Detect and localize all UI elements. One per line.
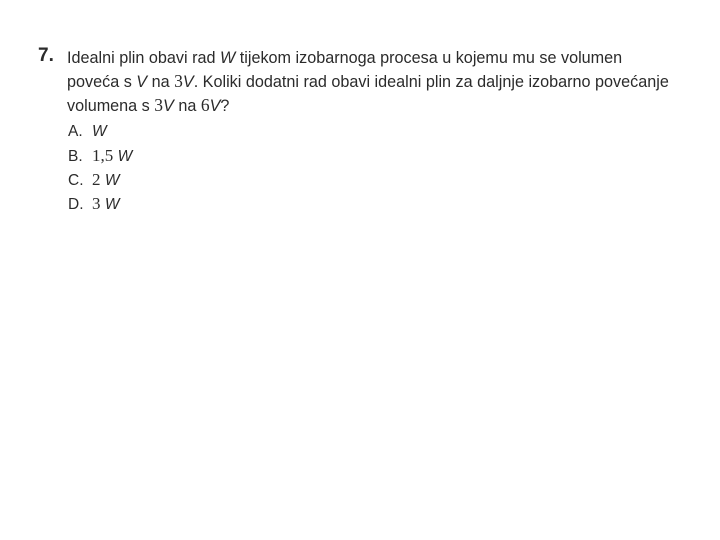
question-number: 7. bbox=[38, 45, 54, 66]
question-line-1 bbox=[67, 47, 707, 70]
answer-options bbox=[68, 120, 132, 216]
option-variable: W bbox=[104, 196, 120, 213]
question-text-segment: na bbox=[147, 73, 175, 91]
option-value bbox=[92, 168, 119, 193]
question-line-2 bbox=[67, 70, 707, 94]
number-6: 6 bbox=[200, 95, 210, 115]
number-3: 3 bbox=[154, 95, 164, 115]
option-variable: W bbox=[92, 123, 107, 140]
option-letter: D. bbox=[68, 196, 84, 213]
question-line-3 bbox=[67, 94, 707, 118]
question-text-segment: tijekom izobarnoga procesa u kojemu mu se volumen bbox=[235, 49, 623, 67]
variable-v: V bbox=[209, 97, 221, 115]
question-text-segment: ? bbox=[220, 97, 230, 115]
question-text-segment: Idealni plin obavi rad bbox=[67, 49, 220, 67]
option-value bbox=[92, 144, 132, 169]
variable-v: V bbox=[136, 73, 148, 91]
option-d[interactable] bbox=[68, 192, 132, 216]
option-value bbox=[92, 120, 107, 144]
option-c[interactable] bbox=[68, 168, 132, 192]
variable-v: V bbox=[182, 73, 194, 91]
question-text-segment: na bbox=[173, 97, 201, 115]
number-3: 3 bbox=[174, 71, 183, 91]
option-number: 1,5 bbox=[92, 146, 114, 165]
question-text bbox=[67, 47, 707, 118]
option-letter: A. bbox=[68, 123, 83, 140]
variable-v: V bbox=[163, 97, 174, 115]
option-number: 2 bbox=[92, 170, 101, 189]
option-b[interactable] bbox=[68, 144, 132, 168]
variable-w: W bbox=[219, 49, 236, 67]
option-number: 3 bbox=[92, 194, 101, 213]
option-value bbox=[92, 192, 119, 217]
option-a[interactable] bbox=[68, 120, 132, 144]
option-variable: W bbox=[104, 172, 120, 189]
option-variable: W bbox=[117, 148, 133, 165]
question-text-segment: volumena s bbox=[67, 97, 155, 115]
option-letter: B. bbox=[68, 148, 83, 165]
question-text-segment: poveća s bbox=[67, 73, 137, 91]
option-letter: C. bbox=[68, 172, 84, 189]
question-text-segment: . Koliki dodatni rad obavi idealni plin za daljnje izobarno povećanje bbox=[193, 73, 669, 91]
